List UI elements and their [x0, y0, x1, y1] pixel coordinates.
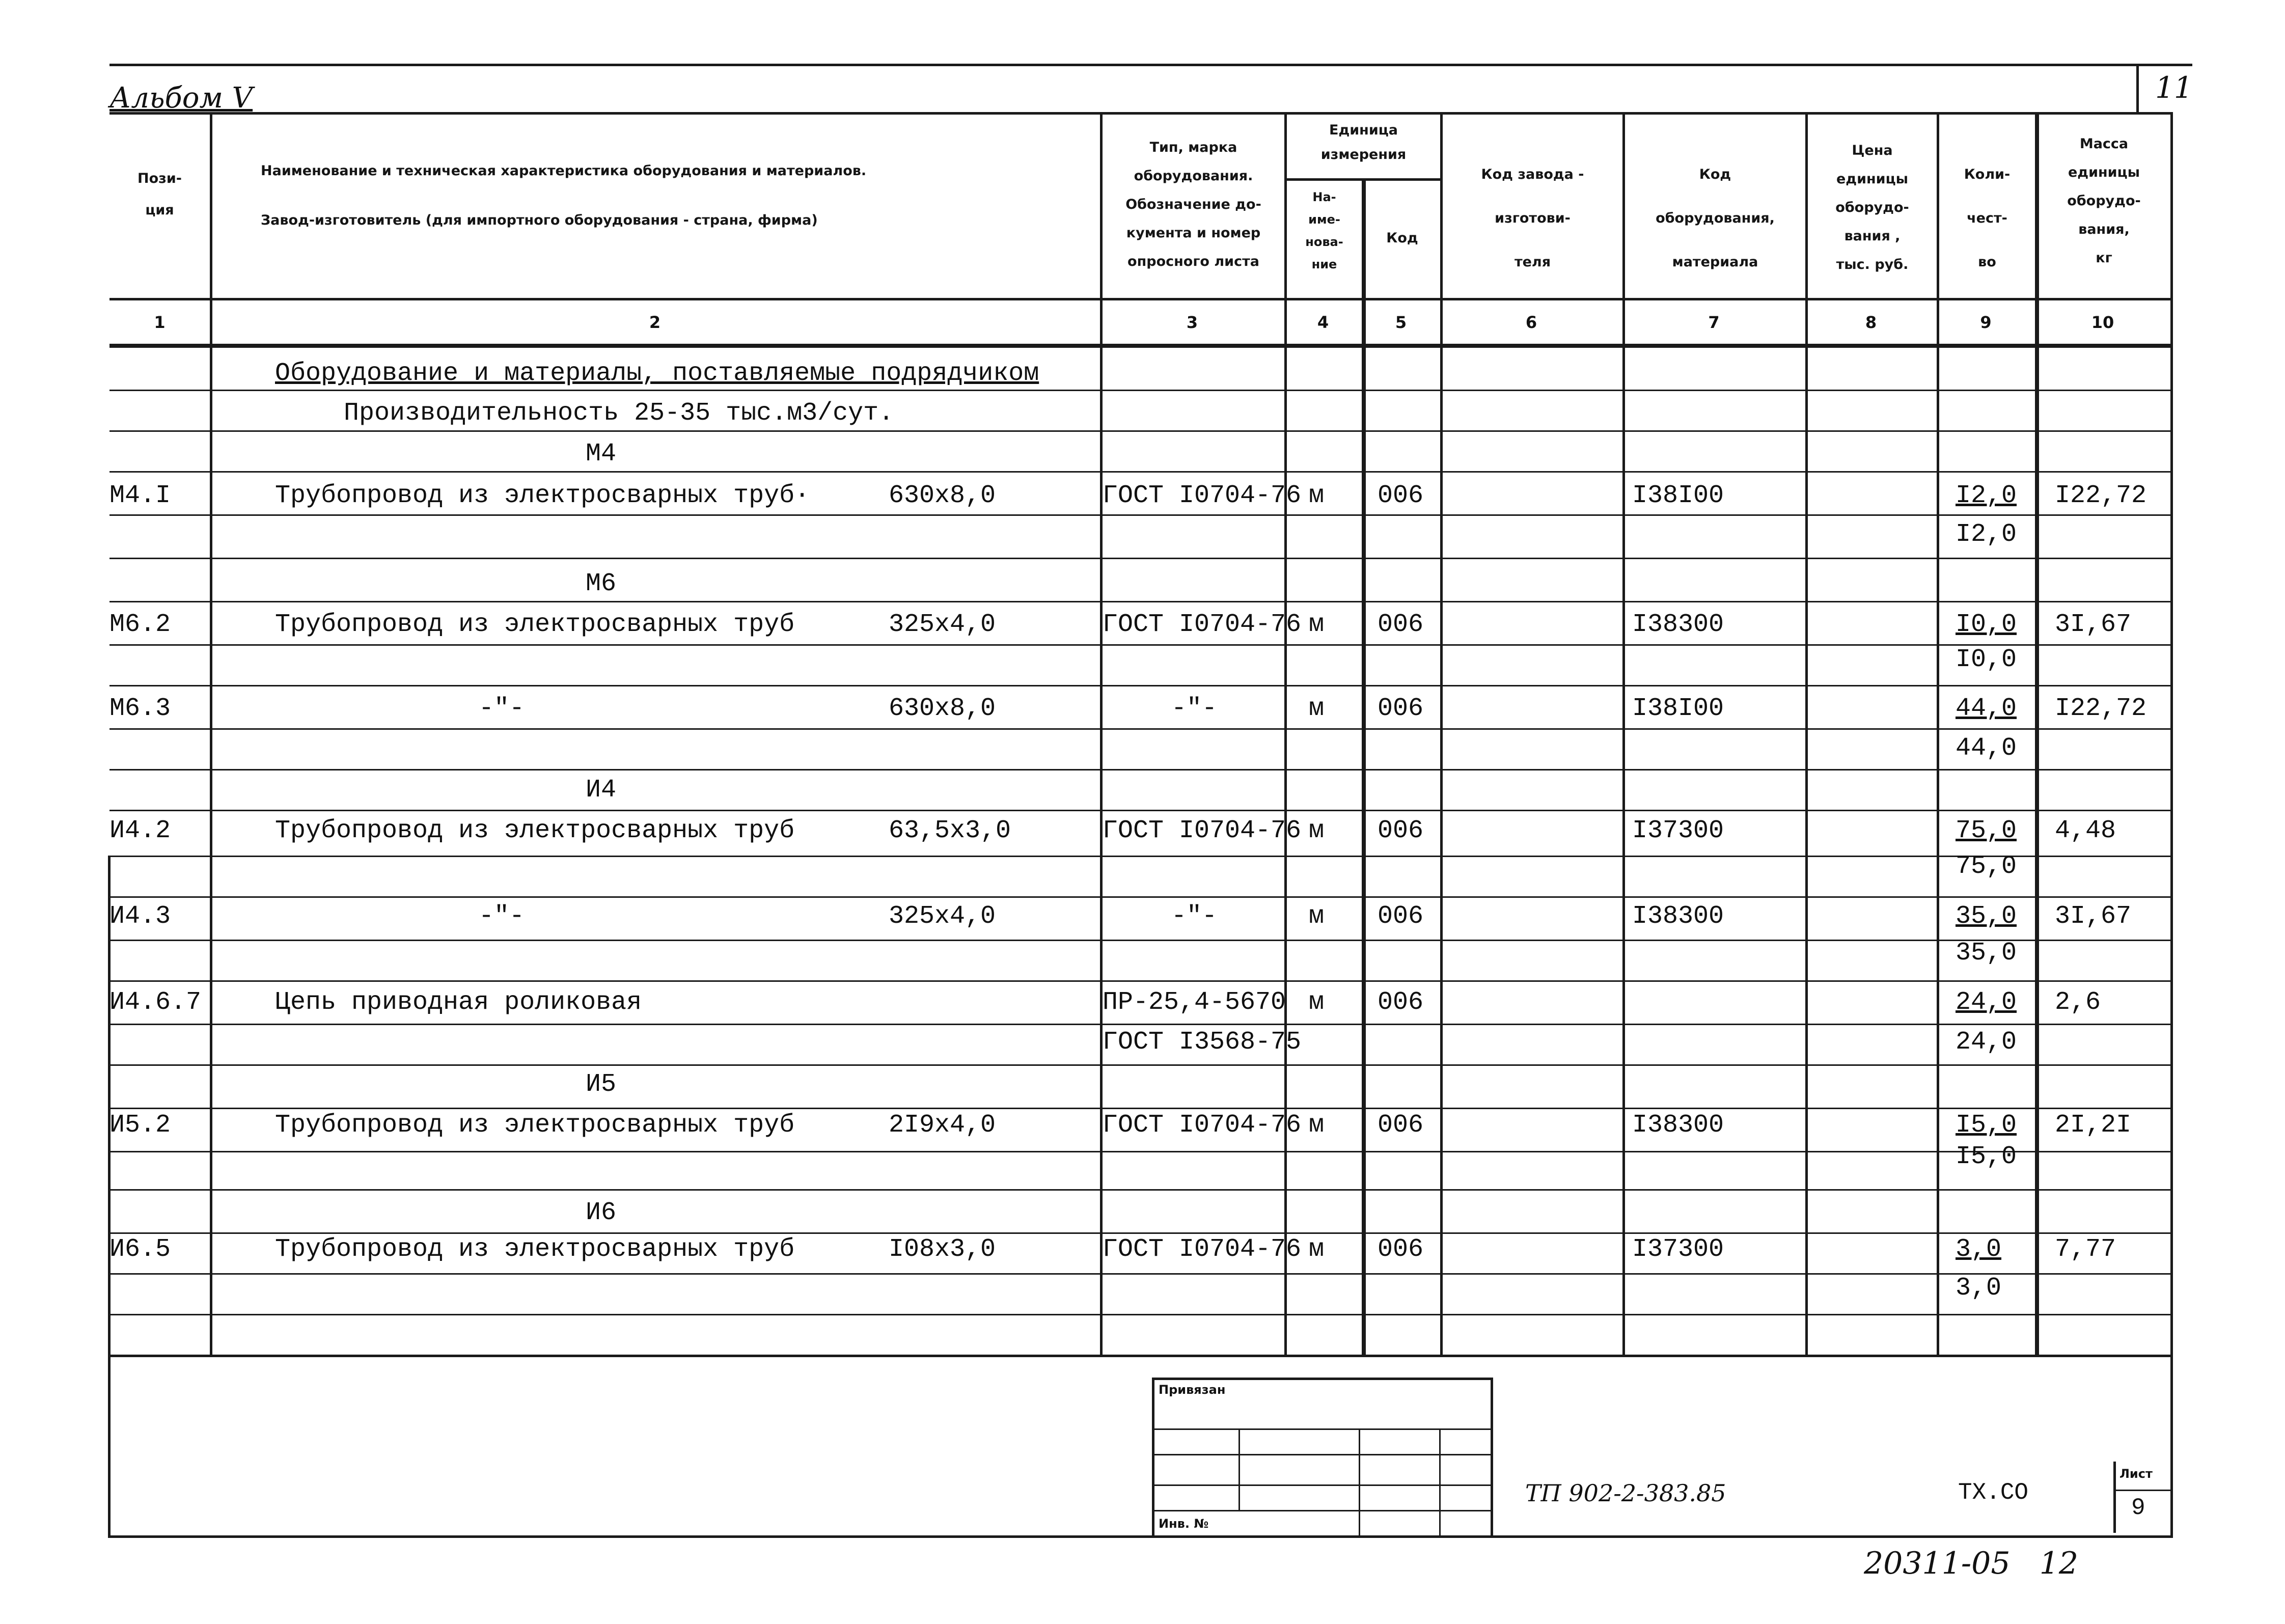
- row-unit: м: [1309, 902, 1325, 931]
- row-line: [109, 1151, 2170, 1152]
- group-label: И5: [586, 1070, 617, 1099]
- frame-right-bottom: [2170, 1355, 2173, 1538]
- row-line: [109, 1189, 2170, 1191]
- header-unit-name: На- име- нова- ние: [1305, 190, 1343, 271]
- row-unit-code: 006: [1378, 481, 1424, 510]
- row-quantity: 35,0: [1956, 902, 2017, 931]
- colnum-1: 1: [154, 313, 166, 332]
- col-divider: [1362, 178, 1366, 1357]
- header-material-code: Код оборудования, материала: [1656, 167, 1775, 270]
- group-label: И4: [586, 776, 617, 805]
- row-unit-code: 006: [1378, 902, 1424, 931]
- row-material-code: I38300: [1632, 1111, 1724, 1140]
- sheet-box-line: [2113, 1490, 2170, 1491]
- row-size: 630x8,0: [889, 694, 996, 723]
- group-label: И6: [586, 1198, 617, 1227]
- header-name-line2: Завод-изготовитель (для импортного оборудования - страна, фирма): [261, 212, 818, 228]
- row-material-code: I38300: [1632, 902, 1724, 931]
- frame-top-line: [109, 64, 2192, 66]
- row-line: [109, 430, 2170, 432]
- row-line: [109, 558, 2170, 559]
- stamp-inv: Инв. №: [1159, 1517, 1209, 1531]
- row-document: ПР-25,4-5670: [1103, 988, 1286, 1017]
- row-unit-code: 006: [1378, 610, 1424, 639]
- header-position: Пози- ция: [137, 171, 182, 218]
- row-line: [109, 644, 2170, 646]
- row-name: -"-: [479, 902, 525, 931]
- row-quantity-total: 35,0: [1956, 939, 2017, 968]
- header-plant-code: Код завода - изготови- теля: [1481, 167, 1584, 270]
- row-mass: 2I,2I: [2055, 1111, 2132, 1140]
- row-size: 2I9x4,0: [889, 1111, 996, 1140]
- table-bottom-line: [109, 1355, 2170, 1357]
- unit-subheader-line: [1284, 178, 1440, 181]
- header-name-line1: Наименование и техническая характеристика оборудования и материалов.: [261, 163, 867, 179]
- row-quantity-total: 75,0: [1956, 852, 2017, 881]
- row-unit: м: [1309, 610, 1325, 639]
- row-line: [109, 1314, 2170, 1315]
- row-mass: 3I,67: [2055, 902, 2132, 931]
- section-capacity: Производительность 25-35 тыс.м3/сут.: [344, 399, 894, 428]
- colnum-2: 2: [649, 313, 661, 332]
- row-position: М6.2: [109, 610, 171, 639]
- row-size: 325x4,0: [889, 610, 996, 639]
- row-size: I08x3,0: [889, 1235, 996, 1264]
- frame-left: [108, 856, 111, 1538]
- project-number: ТП 902-2-383.85: [1525, 1479, 1726, 1507]
- row-document: ГОСТ I0704-76: [1103, 1235, 1302, 1264]
- row-document-2: ГОСТ I3568-75: [1103, 1028, 1302, 1057]
- row-document: ГОСТ I0704-76: [1103, 1111, 1302, 1140]
- frame-bottom: [108, 1535, 2170, 1538]
- colnum-3: 3: [1186, 313, 1198, 332]
- row-size: 630x8,0: [889, 481, 996, 510]
- binding-stamp: [1152, 1378, 1493, 1538]
- header-mass: Масса единицы оборудо- вания, кг: [2067, 136, 2141, 266]
- row-material-code: I38300: [1632, 610, 1724, 639]
- row-unit: м: [1309, 1235, 1325, 1264]
- row-position: М6.3: [109, 694, 171, 723]
- colnum-5: 5: [1395, 313, 1407, 332]
- row-line: [109, 1273, 2170, 1275]
- frame-right-top: [2136, 64, 2139, 115]
- row-mass: I22,72: [2055, 694, 2147, 723]
- colnum-6: 6: [1525, 313, 1537, 332]
- row-line: [109, 685, 2170, 686]
- colnum-4: 4: [1317, 313, 1329, 332]
- colnum-8: 8: [1865, 313, 1877, 332]
- row-unit: м: [1309, 816, 1325, 845]
- sheet-label: Лист: [2119, 1467, 2153, 1481]
- colnum-top-line: [109, 298, 2172, 300]
- header-price: Цена единицы оборудо- вания , тыс. руб.: [1835, 143, 1909, 272]
- row-line: [109, 601, 2170, 602]
- row-unit-code: 006: [1378, 1111, 1424, 1140]
- row-unit: м: [1309, 694, 1325, 723]
- row-document: -"-: [1171, 902, 1218, 931]
- row-line: [109, 896, 2170, 898]
- row-quantity: 3,0: [1956, 1235, 2002, 1264]
- row-quantity-total: 24,0: [1956, 1028, 2017, 1057]
- row-quantity-total: 44,0: [1956, 734, 2017, 763]
- row-position: И6.5: [109, 1235, 171, 1264]
- stamp-line: [1238, 1428, 1240, 1510]
- colnum-9: 9: [1980, 313, 1992, 332]
- row-quantity: 44,0: [1956, 694, 2017, 723]
- colnum-7: 7: [1708, 313, 1720, 332]
- row-line: [109, 980, 2170, 982]
- colnum-bottom-line: [109, 344, 2172, 348]
- row-material-code: I38I00: [1632, 694, 1724, 723]
- row-name: Трубопровод из электросварных труб: [275, 610, 795, 639]
- header-type: Тип, марка оборудования. Обозначение до- кумента и номер опросного листа: [1125, 140, 1261, 269]
- row-line: [109, 1064, 2170, 1066]
- row-unit: м: [1309, 481, 1325, 510]
- row-document: ГОСТ I0704-76: [1103, 816, 1302, 845]
- row-name: Трубопровод из электросварных труб: [275, 1111, 795, 1140]
- row-position: И4.2: [109, 816, 171, 845]
- row-name: Трубопровод из электросварных труб: [275, 816, 795, 845]
- row-position: И5.2: [109, 1111, 171, 1140]
- row-line: [109, 940, 2170, 941]
- row-quantity-total: I5,0: [1956, 1142, 2017, 1171]
- row-material-code: I37300: [1632, 1235, 1724, 1264]
- colnum-10: 10: [2091, 313, 2114, 332]
- row-quantity: 75,0: [1956, 816, 2017, 845]
- row-quantity: I2,0: [1956, 481, 2017, 510]
- row-size: 63,5x3,0: [889, 816, 1011, 845]
- row-line: [109, 769, 2170, 770]
- row-name: Трубопровод из электросварных труб: [275, 1235, 795, 1264]
- header-quantity: Коли- чест- во: [1964, 167, 2011, 270]
- row-position: И4.6.7: [109, 988, 202, 1017]
- group-label: М6: [586, 569, 617, 598]
- row-document: ГОСТ I0704-76: [1103, 610, 1302, 639]
- stamp-privyazan: Привязан: [1159, 1383, 1226, 1397]
- row-line: [109, 1024, 2170, 1025]
- row-name: -"-: [479, 694, 525, 723]
- row-mass: 4,48: [2055, 816, 2116, 845]
- row-quantity-total: I2,0: [1956, 520, 2017, 549]
- row-mass: 3I,67: [2055, 610, 2132, 639]
- frame-header-top: [109, 112, 2172, 115]
- row-unit-code: 006: [1378, 694, 1424, 723]
- row-quantity: 24,0: [1956, 988, 2017, 1017]
- row-unit: м: [1309, 1111, 1325, 1140]
- row-quantity: I5,0: [1956, 1111, 2017, 1140]
- row-size: 325x4,0: [889, 902, 996, 931]
- page-number: 11: [2155, 70, 2193, 105]
- header-unit-code: Код: [1386, 230, 1418, 246]
- row-line: [109, 810, 2170, 811]
- group-label: М4: [586, 439, 617, 469]
- row-quantity: I0,0: [1956, 610, 2017, 639]
- row-document: ГОСТ I0704-76: [1103, 481, 1302, 510]
- header-unit-group: Единица измерения: [1320, 122, 1407, 162]
- row-name: Трубопровод из электросварных труб·: [275, 481, 810, 510]
- row-quantity-total: I0,0: [1956, 645, 2017, 674]
- sheet-number: 9: [2131, 1495, 2145, 1521]
- row-name: Цепь приводная роликовая: [275, 988, 642, 1017]
- row-document: -"-: [1171, 694, 1218, 723]
- row-quantity-total: 3,0: [1956, 1274, 2002, 1303]
- row-unit-code: 006: [1378, 988, 1424, 1017]
- handwritten-number: 20311-05 12: [1864, 1546, 2079, 1581]
- row-unit-code: 006: [1378, 1235, 1424, 1264]
- album-label: Альбом V: [109, 81, 253, 115]
- stamp-line: [1439, 1428, 1441, 1535]
- stamp-line: [1359, 1428, 1360, 1535]
- row-line: [109, 471, 2170, 473]
- row-line: [109, 728, 2170, 730]
- row-position: М4.I: [109, 481, 171, 510]
- row-position: И4.3: [109, 902, 171, 931]
- row-mass: I22,72: [2055, 481, 2147, 510]
- row-mass: 2,6: [2055, 988, 2101, 1017]
- section-title: Оборудование и материалы, поставляемые подрядчиком: [275, 359, 1039, 388]
- document-code: ТХ.СО: [1958, 1479, 2029, 1506]
- row-mass: 7,77: [2055, 1235, 2116, 1264]
- row-material-code: I38I00: [1632, 481, 1724, 510]
- row-line: [109, 514, 2170, 516]
- row-unit: м: [1309, 988, 1325, 1017]
- row-unit-code: 006: [1378, 816, 1424, 845]
- row-material-code: I37300: [1632, 816, 1724, 845]
- row-line: [109, 856, 2170, 857]
